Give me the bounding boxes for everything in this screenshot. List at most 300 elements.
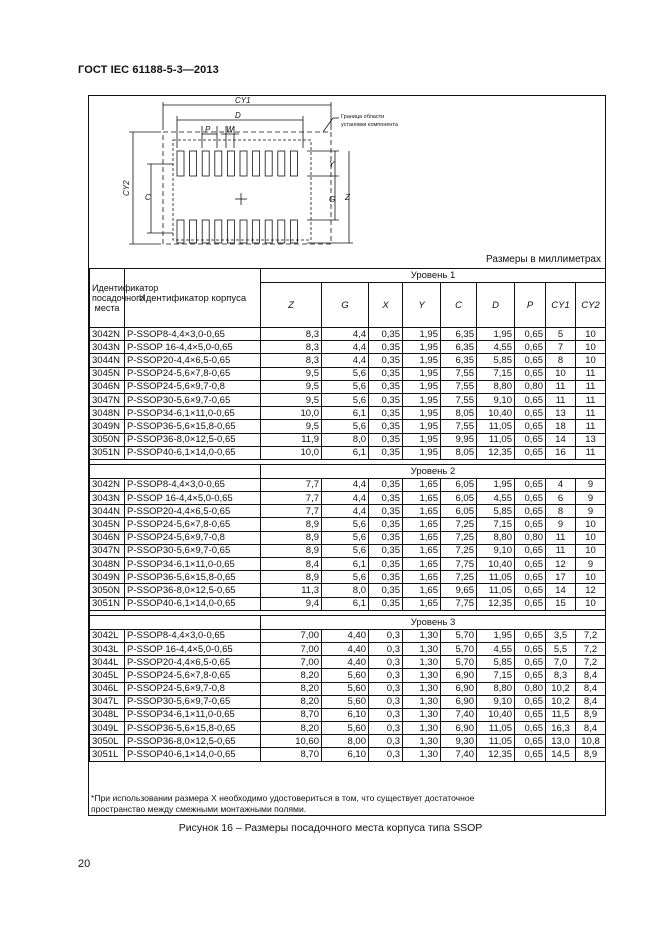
table-cell: 3043L xyxy=(90,642,125,655)
table-row xyxy=(90,505,606,518)
table-cell: 7,75 xyxy=(441,597,477,610)
table-cell: 14,5 xyxy=(546,748,576,761)
table-cell: 4,4 xyxy=(322,354,369,367)
footprint-diagram xyxy=(89,96,605,268)
table-cell: 11,05 xyxy=(477,433,515,446)
table-cell: 0,35 xyxy=(369,420,403,433)
table-cell: 6,90 xyxy=(441,722,477,735)
table-cell: 0,65 xyxy=(515,492,546,505)
table-cell: 8,80 xyxy=(477,682,515,695)
symbol-head: P xyxy=(515,283,546,328)
table-cell: 6,10 xyxy=(322,708,369,721)
table-cell: 8,20 xyxy=(261,682,322,695)
table-cell: 4,4 xyxy=(322,341,369,354)
table-cell: 6,90 xyxy=(441,682,477,695)
table-cell: 10 xyxy=(576,341,606,354)
table-row xyxy=(90,722,606,735)
table-cell: 5,85 xyxy=(477,354,515,367)
table-cell: 3042N xyxy=(90,328,125,341)
table-cell: 5,85 xyxy=(477,656,515,669)
table-cell: 7,40 xyxy=(441,708,477,721)
table-cell: 3044L xyxy=(90,656,125,669)
table-cell: 1,95 xyxy=(477,629,515,642)
g-label: G xyxy=(329,195,336,204)
table-cell: 1,95 xyxy=(477,328,515,341)
table-cell: 10,2 xyxy=(546,695,576,708)
table-row xyxy=(90,478,606,491)
table-cell: 0,65 xyxy=(515,478,546,491)
table-cell: P-SSOP 16-4,4×5,0-0,65 xyxy=(125,492,261,505)
table-row xyxy=(90,597,606,610)
table-cell: P-SSOP40-6,1×14,0-0,65 xyxy=(125,597,261,610)
table-cell: 11,3 xyxy=(261,584,322,597)
table-cell: 1,30 xyxy=(403,682,441,695)
table-cell: 3048L xyxy=(90,708,125,721)
table-cell: 3050N xyxy=(90,433,125,446)
table-cell: 0,35 xyxy=(369,380,403,393)
table-cell: 7,55 xyxy=(441,393,477,406)
table-row xyxy=(90,695,606,708)
table-cell: 6,05 xyxy=(441,505,477,518)
table-cell: 8,70 xyxy=(261,748,322,761)
table-cell: 4,55 xyxy=(477,492,515,505)
table-cell: 8,4 xyxy=(576,695,606,708)
table-cell: 5,60 xyxy=(322,669,369,682)
dimensions-table xyxy=(89,268,606,762)
table-cell: 8,80 xyxy=(477,531,515,544)
symbol-head: D xyxy=(477,283,515,328)
table-cell: 16,3 xyxy=(546,722,576,735)
table-row xyxy=(90,393,606,406)
table-cell: P-SSOP 16-4,4×5,0-0,65 xyxy=(125,341,261,354)
table-cell: 8,3 xyxy=(261,341,322,354)
table-cell: 9 xyxy=(576,558,606,571)
table-cell: P-SSOP34-6,1×11,0-0,65 xyxy=(125,407,261,420)
table-cell: 8,00 xyxy=(322,735,369,748)
table-cell: 11 xyxy=(576,407,606,420)
table-cell: 11 xyxy=(576,380,606,393)
table-cell: 3051L xyxy=(90,748,125,761)
table-cell: 8,9 xyxy=(576,708,606,721)
table-cell: 8,3 xyxy=(261,354,322,367)
table-cell: 11 xyxy=(546,531,576,544)
table-cell: 10 xyxy=(576,531,606,544)
table-cell: 9,10 xyxy=(477,393,515,406)
table-cell: 11,05 xyxy=(477,420,515,433)
table-cell: 10 xyxy=(576,518,606,531)
table-cell: 9,5 xyxy=(261,420,322,433)
table-cell: 0,35 xyxy=(369,478,403,491)
symbol-head: CY1 xyxy=(546,283,576,328)
symbol-head: X xyxy=(369,283,403,328)
table-cell: 6,1 xyxy=(322,597,369,610)
table-cell: 1,65 xyxy=(403,478,441,491)
top-pad xyxy=(177,151,184,176)
table-cell: 14 xyxy=(546,584,576,597)
table-cell: P-SSOP30-5,6×9,7-0,65 xyxy=(125,544,261,557)
table-cell: 0,3 xyxy=(369,748,403,761)
table-cell: 1,95 xyxy=(403,328,441,341)
table-cell: 1,30 xyxy=(403,708,441,721)
table-cell: 0,65 xyxy=(515,748,546,761)
table-cell: 1,95 xyxy=(403,407,441,420)
table-cell: 8,20 xyxy=(261,669,322,682)
bottom-pad xyxy=(278,220,285,243)
table-row xyxy=(90,544,606,557)
top-pad xyxy=(253,151,260,176)
table-cell: 7,2 xyxy=(576,642,606,655)
table-cell: 1,30 xyxy=(403,748,441,761)
table-cell: 0,65 xyxy=(515,433,546,446)
table-cell: 3042L xyxy=(90,629,125,642)
table-cell: 1,65 xyxy=(403,531,441,544)
table-cell: 0,65 xyxy=(515,708,546,721)
table-cell: 12,35 xyxy=(477,748,515,761)
table-cell: 6,05 xyxy=(441,478,477,491)
table-cell: 12 xyxy=(546,558,576,571)
table-cell: 0,35 xyxy=(369,393,403,406)
table-cell: 10,40 xyxy=(477,407,515,420)
bottom-pad xyxy=(290,220,297,243)
table-cell: 3042N xyxy=(90,478,125,491)
table-cell: 1,30 xyxy=(403,695,441,708)
table-cell: P-SSOP24-5,6×7,8-0,65 xyxy=(125,669,261,682)
table-cell: 6,35 xyxy=(441,328,477,341)
footnote xyxy=(91,793,474,815)
table-cell: 7,25 xyxy=(441,571,477,584)
table-cell: 3051N xyxy=(90,446,125,459)
table-cell: 8,20 xyxy=(261,722,322,735)
table-cell: 8,70 xyxy=(261,708,322,721)
table-cell: 0,35 xyxy=(369,505,403,518)
table-cell: 3047N xyxy=(90,393,125,406)
table-cell: 4 xyxy=(546,478,576,491)
table-cell: 10 xyxy=(576,328,606,341)
table-cell: 7,2 xyxy=(576,629,606,642)
figure-frame xyxy=(88,95,606,816)
table-cell: 0,65 xyxy=(515,695,546,708)
table-cell: 0,65 xyxy=(515,642,546,655)
w-label: W xyxy=(226,125,234,134)
table-cell: 3045L xyxy=(90,669,125,682)
table-cell: 5,70 xyxy=(441,656,477,669)
table-cell: 7,25 xyxy=(441,531,477,544)
table-cell: P-SSOP24-5,6×7,8-0,65 xyxy=(125,518,261,531)
table-cell: 0,35 xyxy=(369,341,403,354)
top-pad xyxy=(227,151,234,176)
table-cell: 4,55 xyxy=(477,341,515,354)
table-cell: 0,3 xyxy=(369,656,403,669)
symbol-head: C xyxy=(441,283,477,328)
table-cell: P-SSOP20-4,4×6,5-0,65 xyxy=(125,656,261,669)
figure-caption: Рисунок 16 – Размеры посадочного места корпуса типа SSOP xyxy=(178,822,483,834)
table-row xyxy=(90,367,606,380)
table-cell: 0,80 xyxy=(515,682,546,695)
table-cell: 0,65 xyxy=(515,597,546,610)
table-cell: 8,9 xyxy=(576,748,606,761)
table-cell: 6,35 xyxy=(441,341,477,354)
table-cell: 0,3 xyxy=(369,669,403,682)
table-cell: 10,40 xyxy=(477,708,515,721)
table-row xyxy=(90,584,606,597)
table-row xyxy=(90,518,606,531)
table-row xyxy=(90,354,606,367)
table-cell: 10 xyxy=(576,544,606,557)
boundary-note-2: установки компонента xyxy=(341,122,398,128)
table-cell: 0,65 xyxy=(515,393,546,406)
table-cell: P-SSOP24-5,6×7,8-0,65 xyxy=(125,367,261,380)
table-row xyxy=(90,571,606,584)
table-cell: 7,00 xyxy=(261,656,322,669)
page-number: 20 xyxy=(78,858,91,870)
table-cell: 7,2 xyxy=(576,656,606,669)
table-cell: 7,15 xyxy=(477,518,515,531)
table-cell: 0,3 xyxy=(369,708,403,721)
table-cell: 11 xyxy=(576,393,606,406)
symbol-head: Y xyxy=(403,283,441,328)
bottom-pad xyxy=(190,220,197,243)
level-title: Уровень 1 xyxy=(261,269,606,283)
table-cell: 4,4 xyxy=(322,505,369,518)
table-cell: 5 xyxy=(546,328,576,341)
table-cell: 1,95 xyxy=(403,367,441,380)
table-row xyxy=(90,629,606,642)
table-cell: 6,90 xyxy=(441,669,477,682)
table-cell: 4,55 xyxy=(477,642,515,655)
table-cell: 3049L xyxy=(90,722,125,735)
table-cell: 0,35 xyxy=(369,328,403,341)
table-cell: P-SSOP36-5,6×15,8-0,65 xyxy=(125,571,261,584)
table-cell: 0,35 xyxy=(369,367,403,380)
table-cell: 13 xyxy=(546,407,576,420)
y-label: Y xyxy=(329,160,335,169)
table-row xyxy=(90,446,606,459)
table-cell: 9,95 xyxy=(441,433,477,446)
table-cell: 10,0 xyxy=(261,407,322,420)
table-cell: 0,3 xyxy=(369,629,403,642)
table-cell: P-SSOP20-4,4×6,5-0,65 xyxy=(125,505,261,518)
level-blank xyxy=(90,464,261,478)
table-cell: P-SSOP24-5,6×9,7-0,8 xyxy=(125,531,261,544)
table-cell: 7 xyxy=(546,341,576,354)
table-cell: 3044N xyxy=(90,505,125,518)
table-cell: 4,4 xyxy=(322,478,369,491)
header-row xyxy=(90,269,606,283)
col-head-id: Идентификатор посадочного места xyxy=(90,269,125,328)
table-cell: 3047L xyxy=(90,695,125,708)
table-cell: 10 xyxy=(576,571,606,584)
table-cell: 0,65 xyxy=(515,518,546,531)
table-cell: 4,40 xyxy=(322,656,369,669)
table-cell: 0,35 xyxy=(369,571,403,584)
table-cell: 3043N xyxy=(90,341,125,354)
table-cell: 1,95 xyxy=(477,478,515,491)
table-cell: 7,55 xyxy=(441,380,477,393)
table-cell: 1,65 xyxy=(403,544,441,557)
table-cell: 3051N xyxy=(90,597,125,610)
table-row xyxy=(90,328,606,341)
table-cell: 1,95 xyxy=(403,446,441,459)
table-cell: 8,9 xyxy=(261,571,322,584)
table-cell: 6,1 xyxy=(322,407,369,420)
table-cell: 11 xyxy=(576,446,606,459)
table-cell: 9 xyxy=(576,492,606,505)
table-cell: 5,5 xyxy=(546,642,576,655)
symbol-head: G xyxy=(322,283,369,328)
table-cell: 1,30 xyxy=(403,629,441,642)
table-row xyxy=(90,341,606,354)
table-row xyxy=(90,748,606,761)
table-cell: 5,70 xyxy=(441,629,477,642)
table-cell: 9,65 xyxy=(441,584,477,597)
top-pad xyxy=(190,151,197,176)
table-cell: 6,05 xyxy=(441,492,477,505)
table-cell: 1,95 xyxy=(403,393,441,406)
table-cell: 7,7 xyxy=(261,478,322,491)
bottom-pad xyxy=(265,220,272,243)
table-cell: 9,5 xyxy=(261,393,322,406)
table-cell: 9,30 xyxy=(441,735,477,748)
level-blank xyxy=(90,615,261,629)
table-cell: 0,65 xyxy=(515,420,546,433)
table-cell: P-SSOP 16-4,4×5,0-0,65 xyxy=(125,642,261,655)
table-cell: 0,65 xyxy=(515,354,546,367)
table-cell: 3048N xyxy=(90,407,125,420)
table-cell: 1,65 xyxy=(403,518,441,531)
table-cell: 3048N xyxy=(90,558,125,571)
table-cell: 11 xyxy=(546,544,576,557)
table-cell: 3045N xyxy=(90,367,125,380)
table-cell: P-SSOP8-4,4×3,0-0,65 xyxy=(125,478,261,491)
table-cell: 3045N xyxy=(90,518,125,531)
table-cell: 7,55 xyxy=(441,367,477,380)
table-cell: 0,65 xyxy=(515,544,546,557)
table-cell: 8,9 xyxy=(261,531,322,544)
table-row xyxy=(90,735,606,748)
d-label: D xyxy=(235,111,241,120)
table-cell: 13,0 xyxy=(546,735,576,748)
table-cell: 11 xyxy=(546,393,576,406)
table-cell: 8,05 xyxy=(441,407,477,420)
table-cell: 6,1 xyxy=(322,446,369,459)
table-cell: 5,6 xyxy=(322,380,369,393)
table-cell: 0,65 xyxy=(515,669,546,682)
table-cell: 3049N xyxy=(90,420,125,433)
table-cell: 0,3 xyxy=(369,722,403,735)
top-pad xyxy=(278,151,285,176)
table-cell: 10,0 xyxy=(261,446,322,459)
table-cell: 9,5 xyxy=(261,367,322,380)
table-cell: P-SSOP36-8,0×12,5-0,65 xyxy=(125,584,261,597)
table-cell: 6,10 xyxy=(322,748,369,761)
table-row xyxy=(90,420,606,433)
table-cell: 9 xyxy=(576,505,606,518)
table-cell: 12,35 xyxy=(477,597,515,610)
table-cell: P-SSOP8-4,4×3,0-0,65 xyxy=(125,328,261,341)
table-cell: 5,6 xyxy=(322,518,369,531)
cy1-label: CY1 xyxy=(235,96,251,105)
table-cell: 6,90 xyxy=(441,695,477,708)
table-cell: 11,05 xyxy=(477,735,515,748)
table-cell: 3049N xyxy=(90,571,125,584)
table-cell: 0,65 xyxy=(515,722,546,735)
table-cell: 3050L xyxy=(90,735,125,748)
table-cell: 3043N xyxy=(90,492,125,505)
table-cell: 0,35 xyxy=(369,558,403,571)
table-cell: 6,1 xyxy=(322,558,369,571)
table-cell: 0,65 xyxy=(515,735,546,748)
table-cell: P-SSOP36-5,6×15,8-0,65 xyxy=(125,420,261,433)
table-row xyxy=(90,380,606,393)
table-cell: 13 xyxy=(576,433,606,446)
table-row xyxy=(90,669,606,682)
table-cell: 0,3 xyxy=(369,682,403,695)
table-cell: 10 xyxy=(576,597,606,610)
bottom-pad xyxy=(177,220,184,243)
table-cell: 3047N xyxy=(90,544,125,557)
table-cell: 1,65 xyxy=(403,597,441,610)
table-cell: 5,6 xyxy=(322,367,369,380)
table-cell: 3046N xyxy=(90,380,125,393)
table-cell: 6,35 xyxy=(441,354,477,367)
table-cell: 7,00 xyxy=(261,629,322,642)
table-cell: 1,95 xyxy=(403,433,441,446)
table-cell: 1,30 xyxy=(403,656,441,669)
table-cell: P-SSOP40-6,1×14,0-0,65 xyxy=(125,748,261,761)
table-cell: 9,4 xyxy=(261,597,322,610)
table-cell: 7,25 xyxy=(441,518,477,531)
table-cell: 8,05 xyxy=(441,446,477,459)
table-cell: 5,60 xyxy=(322,695,369,708)
table-cell: P-SSOP36-8,0×12,5-0,65 xyxy=(125,433,261,446)
document-header: ГОСТ IEC 61188-5-3—2013 xyxy=(78,64,219,76)
bottom-pad xyxy=(240,220,247,243)
top-pad xyxy=(290,151,297,176)
table-cell: 0,35 xyxy=(369,518,403,531)
table-cell: 0,3 xyxy=(369,735,403,748)
table-cell: 8,0 xyxy=(322,584,369,597)
table-cell: 5,6 xyxy=(322,571,369,584)
symbol-head: Z xyxy=(261,283,322,328)
level-row xyxy=(90,615,606,629)
table-cell: 0,80 xyxy=(515,380,546,393)
table-cell: 0,65 xyxy=(515,505,546,518)
table-cell: P-SSOP34-6,1×11,0-0,65 xyxy=(125,708,261,721)
table-cell: 8 xyxy=(546,505,576,518)
table-cell: 9,10 xyxy=(477,544,515,557)
table-cell: 5,6 xyxy=(322,531,369,544)
table-cell: 16 xyxy=(546,446,576,459)
table-cell: 0,65 xyxy=(515,558,546,571)
table-cell: 0,65 xyxy=(515,367,546,380)
table-cell: 1,95 xyxy=(403,341,441,354)
table-cell: 3046L xyxy=(90,682,125,695)
table-cell: 0,35 xyxy=(369,407,403,420)
table-cell: 8,9 xyxy=(261,518,322,531)
table-cell: P-SSOP20-4,4×6,5-0,65 xyxy=(125,354,261,367)
table-cell: 11,5 xyxy=(546,708,576,721)
table-cell: 5,85 xyxy=(477,505,515,518)
table-cell: P-SSOP24-5,6×9,7-0,8 xyxy=(125,682,261,695)
table-cell: 12 xyxy=(576,584,606,597)
footnote-line-1: *При использовании размера X необходимо удостовериться в том, что существует достаточное xyxy=(91,793,475,803)
table-cell: 0,65 xyxy=(515,341,546,354)
bottom-pad xyxy=(215,220,222,243)
table-cell: 8,80 xyxy=(477,380,515,393)
table-cell: 8,9 xyxy=(261,544,322,557)
table-row xyxy=(90,682,606,695)
table-row xyxy=(90,433,606,446)
